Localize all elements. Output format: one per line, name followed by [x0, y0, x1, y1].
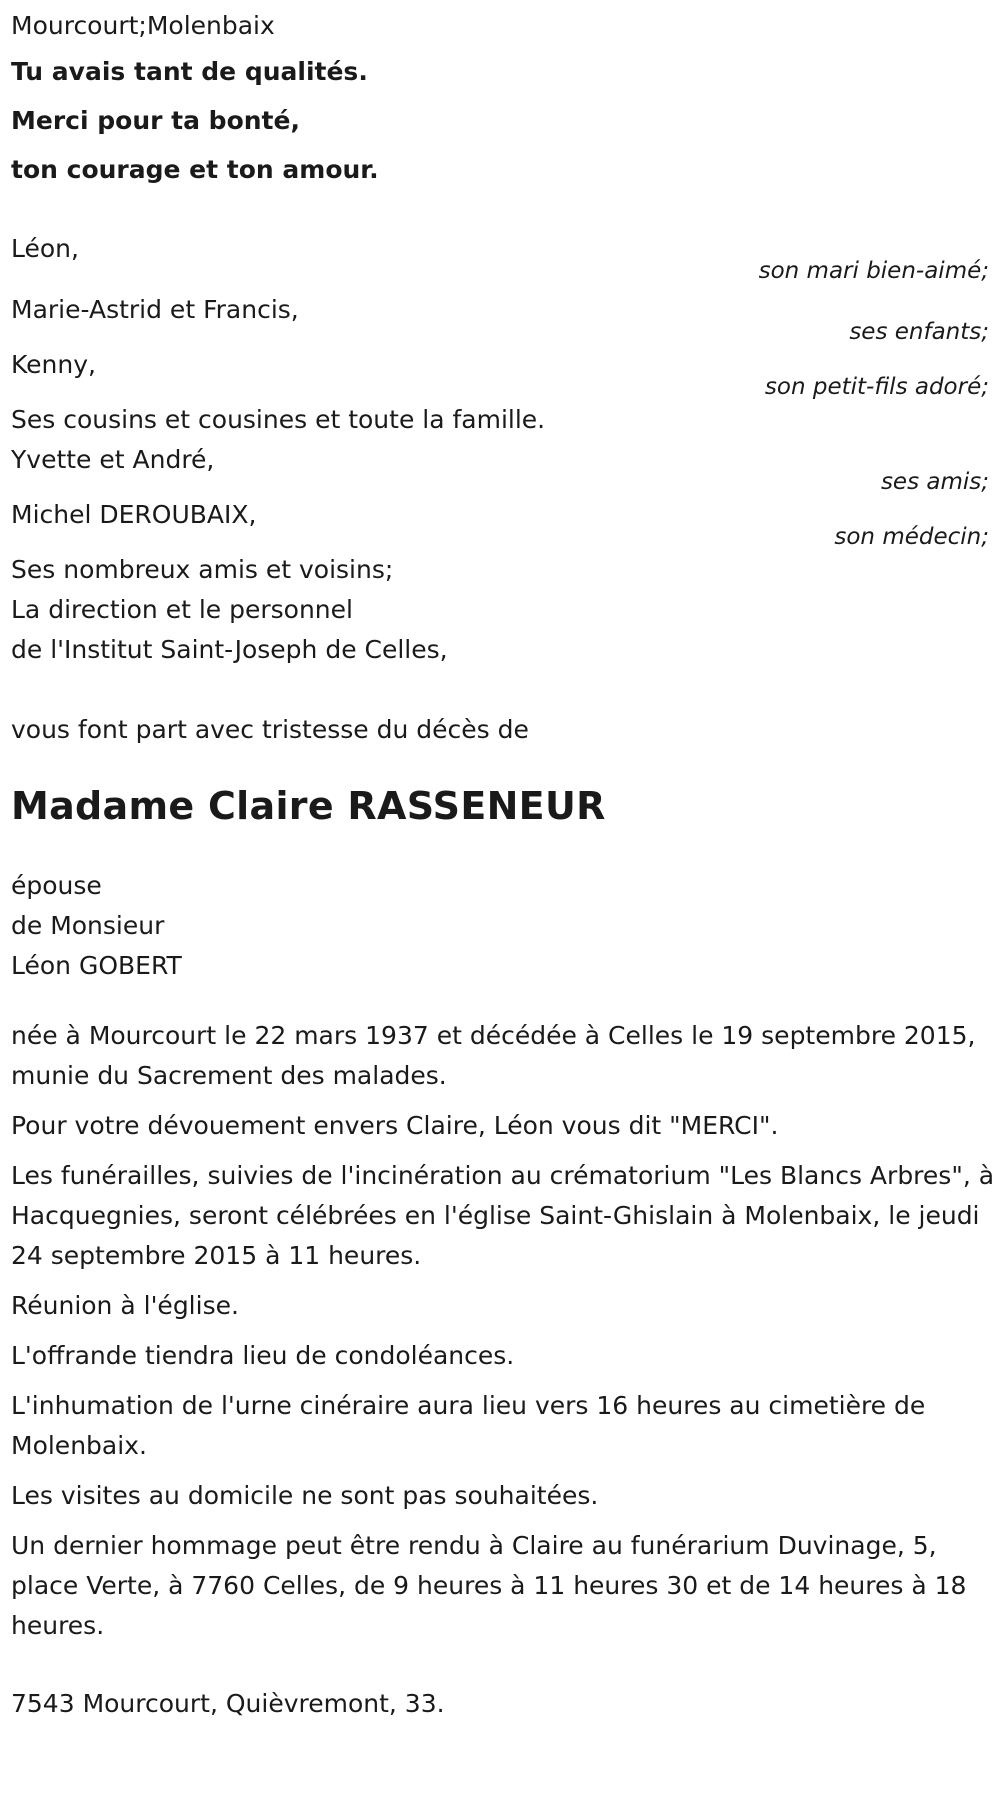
- family-relation: son mari bien-aimé;: [758, 258, 989, 284]
- spouse-line: Léon GOBERT: [11, 951, 182, 980]
- spouse-line: de Monsieur: [11, 911, 165, 940]
- family-entry: [11, 290, 989, 352]
- family-list: [11, 229, 989, 557]
- spouse-info: [11, 866, 989, 986]
- detail-paragraph: Réunion à l'église.: [11, 1291, 239, 1320]
- mourner-line: Ses nombreux amis et voisins;: [11, 555, 394, 584]
- family-member-name: Ses cousins et cousines et toute la famille.: [11, 405, 546, 434]
- other-mourners: [11, 550, 989, 670]
- family-member-name: Kenny,: [11, 350, 96, 379]
- detail-paragraph: Un dernier hommage peut être rendu à Claire au funérarium Duvinage, 5, place Verte, à 7760 Celles, de 9 heures à 11 heures 30 et de 14 heures à 18 heures.: [11, 1531, 967, 1640]
- family-entry: [11, 400, 989, 440]
- family-entry: [11, 495, 989, 557]
- mourner-line: de l'Institut Saint-Joseph de Celles,: [11, 635, 448, 664]
- detail-paragraph: Pour votre dévouement envers Claire, Léon vous dit "MERCI".: [11, 1111, 779, 1140]
- mourner-line: La direction et le personnel: [11, 595, 353, 624]
- family-member-name: Michel DEROUBAIX,: [11, 500, 257, 529]
- family-entry: [11, 440, 989, 502]
- deceased-name: Madame Claire RASSENEUR: [11, 784, 606, 828]
- place-header: Mourcourt;Molenbaix: [11, 11, 275, 40]
- detail-paragraph: Les visites au domicile ne sont pas souhaitées.: [11, 1481, 599, 1510]
- poem-line: ton courage et ton amour.: [11, 155, 379, 184]
- family-member-name: Yvette et André,: [11, 445, 215, 474]
- poem-line: Tu avais tant de qualités.: [11, 57, 368, 86]
- detail-paragraph: L'offrande tiendra lieu de condoléances.: [11, 1341, 515, 1370]
- family-entry: [11, 345, 989, 407]
- poem-line: Merci pour ta bonté,: [11, 106, 300, 135]
- detail-paragraph: L'inhumation de l'urne cinéraire aura lieu vers 16 heures au cimetière de Molenbaix.: [11, 1391, 926, 1460]
- family-relation: son médecin;: [834, 524, 989, 550]
- details-section: [11, 1016, 1000, 1646]
- family-entry: [11, 229, 989, 291]
- family-member-name: Marie-Astrid et Francis,: [11, 295, 299, 324]
- announcement-text: vous font part avec tristesse du décès de: [11, 715, 529, 744]
- family-relation: ses amis;: [880, 469, 989, 495]
- spouse-line: épouse: [11, 871, 102, 900]
- family-relation: ses enfants;: [849, 319, 989, 345]
- poem: [11, 47, 989, 194]
- family-member-name: Léon,: [11, 234, 79, 263]
- address-line: 7543 Mourcourt, Quièvremont, 33.: [11, 1689, 445, 1718]
- detail-paragraph: Les funérailles, suivies de l'incinération au crématorium "Les Blancs Arbres", à Hacquegnies, seront célébrées en l'église Saint-Ghislain à Molenbaix, le jeudi 24 septembre 2015 à 11 heures.: [11, 1161, 995, 1270]
- family-relation: son petit-fils adoré;: [764, 374, 989, 400]
- detail-paragraph: née à Mourcourt le 22 mars 1937 et décédée à Celles le 19 septembre 2015, munie du Sacrement des malades.: [11, 1021, 976, 1090]
